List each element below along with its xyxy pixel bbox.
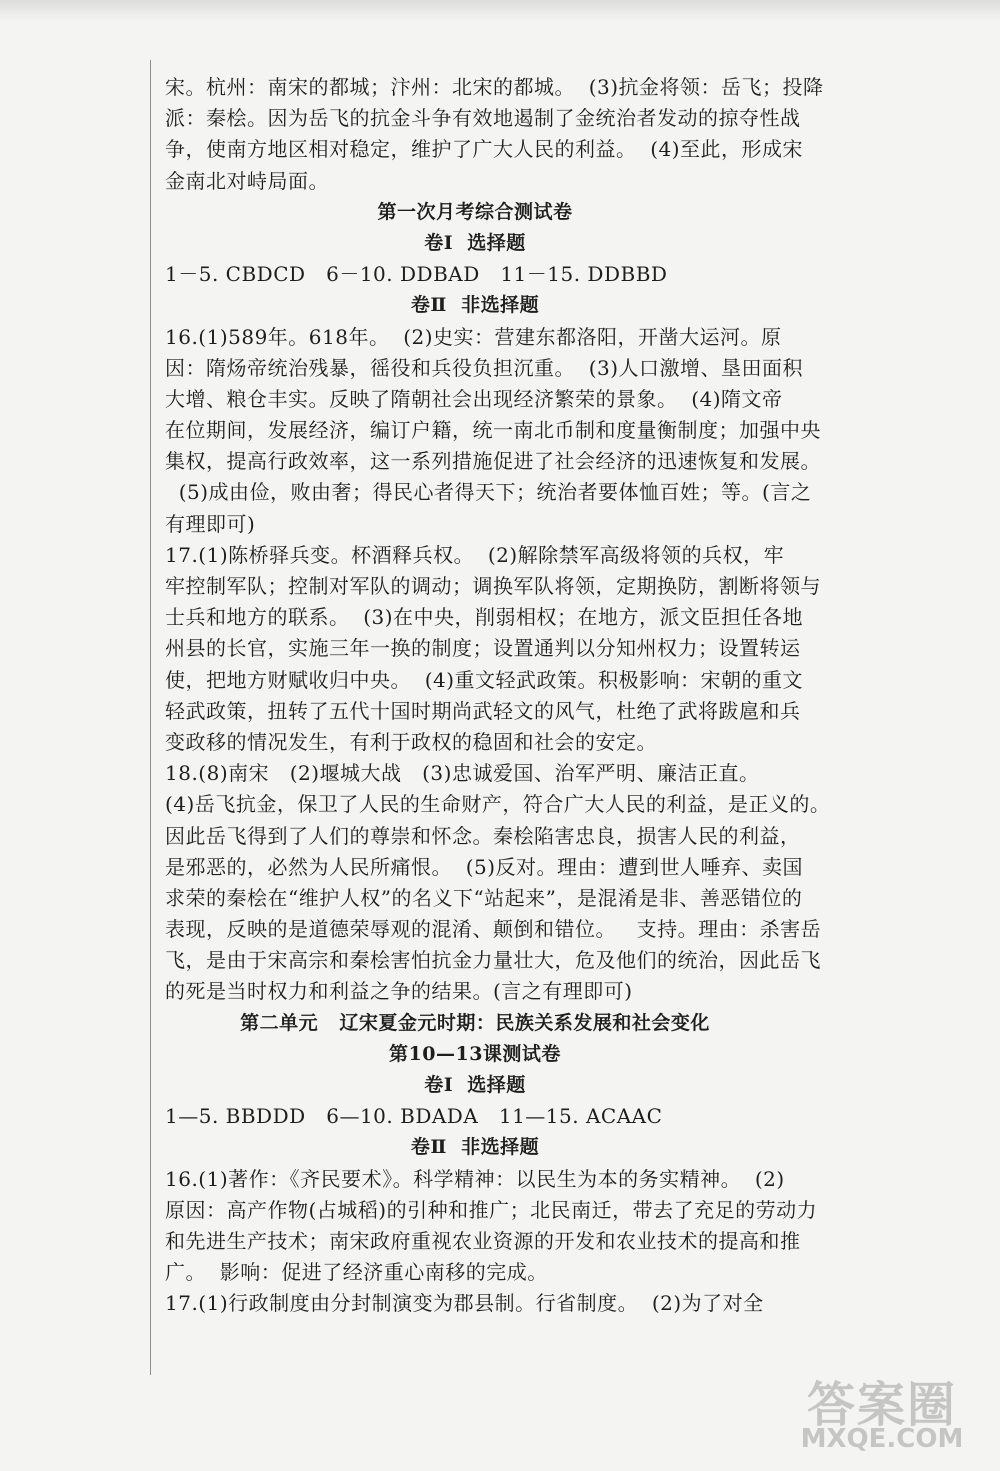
text-line: 是邪恶的，必然为人民所痛恨。 (5)反对。理由：遭到世人唾弃、卖国 [165, 854, 804, 879]
text-line: 的死是当时权力和利益之争的结果。(言之有理即可) [165, 979, 633, 1004]
text-line: 轻武政策，扭转了五代十国时期尚武轻文的风气，杜绝了武将跋扈和兵 [165, 698, 801, 723]
text-line: 16.(1)著作：《齐民要术》。科学精神：以民生为本的务实精神。 (2) [165, 1166, 785, 1191]
answer-key-line: 1—5. BBDDD 6—10. BDADA 11—15. ACAAC [165, 1104, 663, 1129]
text-line: 在位期间，发展经济，编订户籍，统一南北币制和度量衡制度；加强中央 [165, 418, 821, 443]
scan-top-edge [0, 0, 1000, 22]
section-title: 第10—13课测试卷 [389, 1042, 561, 1065]
text-line: 17.(1)行政制度由分封制演变为郡县制。行省制度。 (2)为了对全 [165, 1291, 764, 1316]
text-line: 因：隋炀帝统治残暴，徭役和兵役负担沉重。 (3)人口激增、垦田面积 [165, 355, 804, 380]
watermark-logo [782, 1366, 982, 1461]
text-line: 争，使南方地区相对稳定，维护了广大人民的利益。 (4)至此，形成宋 [165, 137, 804, 162]
text-line: 广。 影响：促进了经济重心南移的完成。 [165, 1260, 548, 1285]
part-heading: 卷Ⅰ 选择题 [424, 1074, 526, 1096]
answer-key-line: 1－5. CBDCD 6－10. DDBAD 11－15. DDBBD [165, 262, 668, 287]
text-line: (5)成由俭，败由奢；得民心者得天下；统治者要体恤百姓；等。(言之 [165, 480, 812, 505]
text-line: 飞，是由于宋高宗和秦桧害怕抗金力量壮大，危及他们的统治，因此岳飞 [165, 948, 821, 973]
section-title: 第一次月考综合测试卷 [377, 200, 573, 223]
answer-text-body [165, 72, 831, 1320]
text-line: 牢控制军队；控制对军队的调动；调换军队将领，定期换防，割断将领与 [165, 574, 821, 598]
unit-title: 第二单元 辽宋夏金元时期：民族关系发展和社会变化 [240, 1011, 710, 1034]
part-heading: 卷Ⅱ 非选择题 [410, 1136, 540, 1159]
text-line: 16.(1)589年。618年。 (2)史实：营建东都洛阳，开凿大运河。原 [165, 324, 782, 349]
text-line: 士兵和地方的联系。 (3)在中央，削弱相权；在地方，派文臣担任各地 [165, 605, 804, 630]
text-line: 17.(1)陈桥驿兵变。杯酒释兵权。 (2)解除禁军高级将领的兵权，牢 [165, 542, 785, 567]
part-heading: 卷Ⅱ 非选择题 [410, 294, 540, 317]
text-line: 大增、粮仓丰实。反映了隋朝社会出现经济繁荣的景象。 (4)隋文帝 [165, 386, 783, 411]
text-line: 使，把地方财赋收归中央。 (4)重文轻武政策。积极影响：宋朝的重文 [165, 667, 804, 692]
text-line: 派：秦桧。因为岳飞的抗金斗争有效地遏制了金统治者发动的掠夺性战 [165, 106, 801, 131]
text-line: 原因：高产作物(占城稻)的引种和推广；北民南迁，带去了充足的劳动力 [165, 1197, 818, 1222]
text-line: 州县的长官，实施三年一换的制度；设置通判以分知州权力；设置转运 [165, 636, 801, 661]
margin-line [150, 60, 151, 1375]
text-line: 求荣的秦桧在“维护人权”的名义下“站起来”，是混淆是非、善恶错位的 [165, 885, 803, 910]
text-line: 和先进生产技术；南宋政府重视农业资源的开发和农业技术的提高和推 [165, 1228, 801, 1253]
text-line: 18.(8)南宋 (2)堰城大战 (3)忠诚爱国、治军严明、廉洁正直。 [165, 761, 760, 786]
text-line: 表现，反映的是道德荣辱观的混淆、颠倒和错位。 支持。理由：杀害岳 [165, 917, 822, 942]
text-line: 因此岳飞得到了人们的尊崇和怀念。秦桧陷害忠良，损害人民的利益， [165, 823, 801, 848]
text-line: 变政移的情况发生，有利于政权的稳固和社会的安定。 [165, 729, 657, 754]
text-line: 金南北对峙局面。 [165, 168, 329, 193]
text-line: 宋。杭州：南宋的都城；汴州：北宋的都城。 (3)抗金将领：岳飞；投降 [165, 75, 824, 99]
text-line: (4)岳飞抗金，保卫了人民的生命财产，符合广大人民的利益，是正义的。 [165, 792, 831, 817]
text-line: 集权，提高行政效率，这一系列措施促进了社会经济的迅速恢复和发展。 [165, 449, 821, 474]
watermark-title: 答案圈 [806, 1377, 957, 1433]
part-heading: 卷Ⅰ 选择题 [424, 231, 526, 254]
watermark-url: MXQE.COM [800, 1424, 964, 1454]
text-line: 有理即可) [165, 511, 256, 536]
